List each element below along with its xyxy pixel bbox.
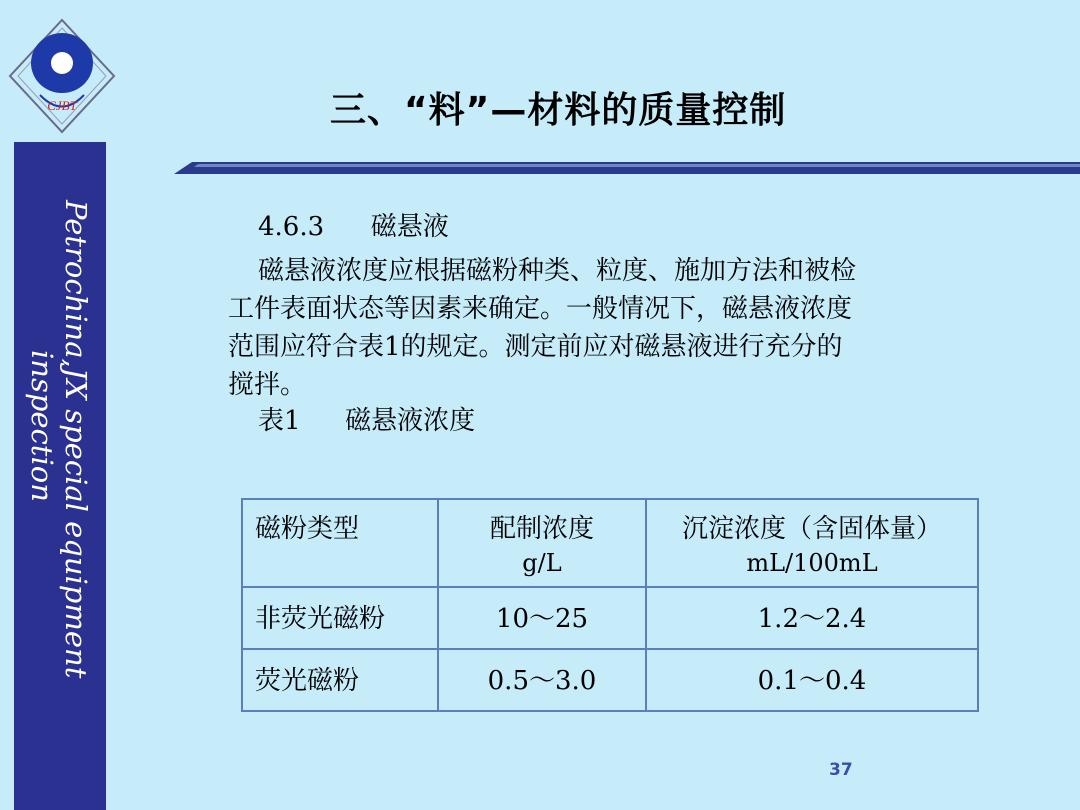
header-cell: 沉淀浓度（含固体量） mL/100mL bbox=[646, 499, 978, 587]
concentration-table bbox=[241, 498, 979, 712]
body-line: 工件表面状态等因素来确定。一般情况下，磁悬液浓度 bbox=[228, 294, 853, 324]
table-row bbox=[242, 587, 978, 649]
body-line: 范围应符合表1的规定。测定前应对磁悬液进行充分的 bbox=[228, 332, 843, 362]
body-paragraph bbox=[228, 252, 856, 404]
body-line: 磁悬液浓度应根据磁粉种类、粒度、施加方法和被检 bbox=[258, 256, 857, 286]
logo bbox=[0, 0, 120, 140]
sidebar-line-2: inspection bbox=[25, 350, 59, 502]
table-caption-title: 磁悬液浓度 bbox=[345, 406, 476, 436]
section-number: 4.6.3 bbox=[258, 212, 325, 242]
table-cell: 0.1～0.4 bbox=[646, 649, 978, 711]
page-number: 37 bbox=[829, 760, 853, 780]
table-header-row bbox=[242, 499, 978, 587]
sidebar-line-1: Petrochina,JX special equipment bbox=[59, 200, 93, 679]
table-cell: 1.2～2.4 bbox=[646, 587, 978, 649]
body-line: 搅拌。 bbox=[228, 370, 307, 400]
table-cell: 0.5～3.0 bbox=[438, 649, 646, 711]
table-cell: 非荧光磁粉 bbox=[242, 587, 438, 649]
logo-text: CJBT bbox=[47, 98, 77, 113]
slide-title: 三、“料”—材料的质量控制 bbox=[330, 90, 787, 131]
table-cell: 荧光磁粉 bbox=[242, 649, 438, 711]
table-row bbox=[242, 649, 978, 711]
table-caption bbox=[258, 400, 475, 437]
header-cell: 磁粉类型 bbox=[242, 499, 438, 587]
title-underline bbox=[174, 162, 1080, 176]
section-heading bbox=[258, 206, 449, 243]
section-title: 磁悬液 bbox=[370, 212, 449, 242]
sidebar-caption bbox=[25, 200, 93, 770]
table-cell: 10～25 bbox=[438, 587, 646, 649]
table-caption-label: 表1 bbox=[258, 406, 301, 436]
header-cell: 配制浓度 g/L bbox=[438, 499, 646, 587]
